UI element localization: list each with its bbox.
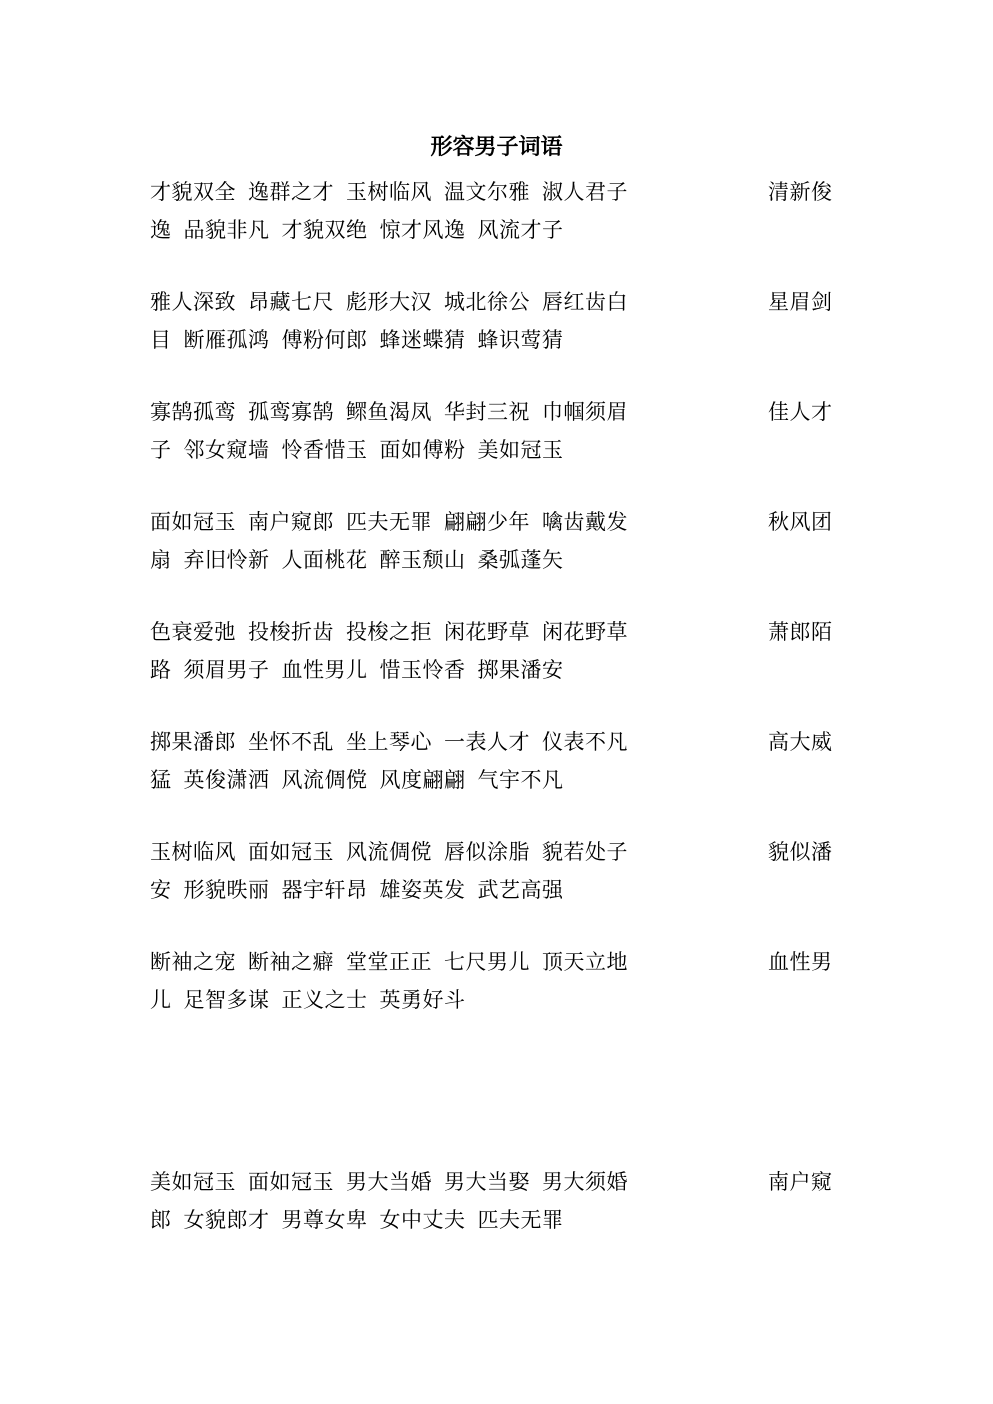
word: 女貌郎才 (183, 1208, 270, 1232)
paragraph-line-1 (150, 948, 850, 986)
word-fragment: 貌似潘 (768, 840, 833, 864)
word: 武艺高强 (477, 878, 564, 902)
word: 寡鹄孤鸾 (150, 400, 236, 424)
word: 坐上琴心 (346, 730, 432, 754)
paragraph (150, 398, 850, 474)
word-list (150, 656, 576, 684)
word-list (150, 216, 576, 244)
word: 色衰爱弛 (150, 620, 236, 644)
paragraph-line-2 (150, 986, 850, 1024)
word: 气宇不凡 (477, 768, 564, 792)
word-list (150, 838, 640, 866)
paragraph-line-2 (150, 876, 850, 914)
word-list (150, 178, 640, 206)
paragraph-line-2 (150, 546, 850, 584)
word: 风度翩翩 (379, 768, 466, 792)
word: 坐怀不乱 (248, 730, 334, 754)
word-list (150, 1168, 640, 1196)
word-list (150, 728, 640, 756)
word-list (150, 766, 576, 794)
word-list (150, 986, 478, 1014)
word: 唇似涂脂 (444, 840, 530, 864)
word: 才貌双绝 (281, 218, 368, 242)
word-fragment: 佳人才 (768, 400, 833, 424)
word: 面如冠玉 (248, 1170, 334, 1194)
word: 逸 (150, 218, 172, 242)
document-title: 形容男子词语 (430, 134, 563, 160)
word: 郎 (150, 1208, 172, 1232)
word: 男尊女卑 (281, 1208, 368, 1232)
word: 面如冠玉 (150, 510, 236, 534)
paragraph (150, 508, 850, 584)
word: 弃旧怜新 (183, 548, 270, 572)
word-list (150, 546, 576, 574)
word: 人面桃花 (281, 548, 368, 572)
word-list (150, 618, 640, 646)
word: 目 (150, 328, 172, 352)
paragraph (150, 838, 850, 914)
word-fragment: 南户窥 (768, 1170, 833, 1194)
word: 淑人君子 (542, 180, 628, 204)
word: 美如冠玉 (150, 1170, 236, 1194)
word: 安 (150, 878, 172, 902)
word: 逸群之才 (248, 180, 334, 204)
word-list (150, 326, 576, 354)
paragraph-line-1 (150, 838, 850, 876)
word: 女中丈夫 (379, 1208, 466, 1232)
paragraph-line-1 (150, 618, 850, 656)
word: 玉树临风 (346, 180, 432, 204)
word: 惊才风逸 (379, 218, 466, 242)
word: 断雁孤鸿 (183, 328, 270, 352)
paragraph-line-2 (150, 656, 850, 694)
word: 猛 (150, 768, 172, 792)
word: 英勇好斗 (379, 988, 466, 1012)
word: 男大须婚 (542, 1170, 628, 1194)
paragraph-line-1 (150, 728, 850, 766)
word: 须眉男子 (183, 658, 270, 682)
word-fragment: 血性男 (768, 950, 833, 974)
paragraph-line-1 (150, 1168, 850, 1206)
paragraph (150, 948, 850, 1024)
word: 正义之士 (281, 988, 368, 1012)
word: 匹夫无罪 (477, 1208, 564, 1232)
word-fragment: 星眉剑 (768, 290, 833, 314)
word: 形貌昳丽 (183, 878, 270, 902)
word: 惜玉怜香 (379, 658, 466, 682)
word: 投梭折齿 (248, 620, 334, 644)
word: 翩翩少年 (444, 510, 530, 534)
word: 醉玉颓山 (379, 548, 466, 572)
word: 玉树临风 (150, 840, 236, 864)
paragraph-line-1 (150, 288, 850, 326)
paragraph-line-2 (150, 1206, 850, 1244)
word: 英俊潇洒 (183, 768, 270, 792)
word-list (150, 948, 640, 976)
word: 男大当娶 (444, 1170, 530, 1194)
paragraph-line-1 (150, 398, 850, 436)
word: 傅粉何郎 (281, 328, 368, 352)
word: 风流才子 (477, 218, 564, 242)
word: 彪形大汉 (346, 290, 432, 314)
word: 才貌双全 (150, 180, 236, 204)
paragraph-line-1 (150, 508, 850, 546)
word: 器宇轩昂 (281, 878, 368, 902)
word-fragment: 高大威 (768, 730, 833, 754)
word: 怜香惜玉 (281, 438, 368, 462)
word: 仪表不凡 (542, 730, 628, 754)
word-list (150, 876, 576, 904)
word: 子 (150, 438, 172, 462)
word: 匹夫无罪 (346, 510, 432, 534)
paragraph-line-2 (150, 326, 850, 364)
word: 儿 (150, 988, 172, 1012)
paragraph (150, 1168, 850, 1244)
word: 华封三祝 (444, 400, 530, 424)
word: 蜂迷蝶猜 (379, 328, 466, 352)
word: 城北徐公 (444, 290, 530, 314)
word: 南户窥郎 (248, 510, 334, 534)
word: 鳏鱼渴凤 (346, 400, 432, 424)
paragraph (150, 178, 850, 254)
word: 闲花野草 (444, 620, 530, 644)
word: 雄姿英发 (379, 878, 466, 902)
word: 品貌非凡 (183, 218, 270, 242)
paragraph-line-2 (150, 766, 850, 804)
word: 足智多谋 (183, 988, 270, 1012)
word-list (150, 1206, 576, 1234)
word: 面如傅粉 (379, 438, 466, 462)
word-list (150, 508, 640, 536)
word: 面如冠玉 (248, 840, 334, 864)
word: 顶天立地 (542, 950, 628, 974)
word: 断袖之宠 (150, 950, 236, 974)
word: 貌若处子 (542, 840, 628, 864)
word: 血性男儿 (281, 658, 368, 682)
word: 投梭之拒 (346, 620, 432, 644)
word: 雅人深致 (150, 290, 236, 314)
word: 男大当婚 (346, 1170, 432, 1194)
word: 掷果潘安 (477, 658, 564, 682)
word: 闲花野草 (542, 620, 628, 644)
paragraph (150, 728, 850, 804)
word: 美如冠玉 (477, 438, 564, 462)
word: 温文尔雅 (444, 180, 530, 204)
paragraph-line-2 (150, 436, 850, 474)
word-fragment: 清新俊 (768, 180, 833, 204)
word: 扇 (150, 548, 172, 572)
word: 断袖之癖 (248, 950, 334, 974)
word-list (150, 288, 640, 316)
word-fragment: 秋风团 (768, 510, 833, 534)
word: 掷果潘郎 (150, 730, 236, 754)
word: 蜂识莺猜 (477, 328, 564, 352)
word: 一表人才 (444, 730, 530, 754)
word-fragment: 萧郎陌 (768, 620, 833, 644)
paragraph-line-2 (150, 216, 850, 254)
paragraph-line-1 (150, 178, 850, 216)
word: 路 (150, 658, 172, 682)
word: 昂藏七尺 (248, 290, 334, 314)
word: 孤鸾寡鹄 (248, 400, 334, 424)
word-list (150, 398, 640, 426)
word-list (150, 436, 576, 464)
word: 唇红齿白 (542, 290, 628, 314)
word: 桑弧蓬矢 (477, 548, 564, 572)
word: 邻女窥墙 (183, 438, 270, 462)
word: 风流倜傥 (346, 840, 432, 864)
word: 风流倜傥 (281, 768, 368, 792)
word: 巾帼须眉 (542, 400, 628, 424)
paragraph (150, 288, 850, 364)
word: 七尺男儿 (444, 950, 530, 974)
paragraph (150, 618, 850, 694)
word: 堂堂正正 (346, 950, 432, 974)
word: 噙齿戴发 (542, 510, 628, 534)
